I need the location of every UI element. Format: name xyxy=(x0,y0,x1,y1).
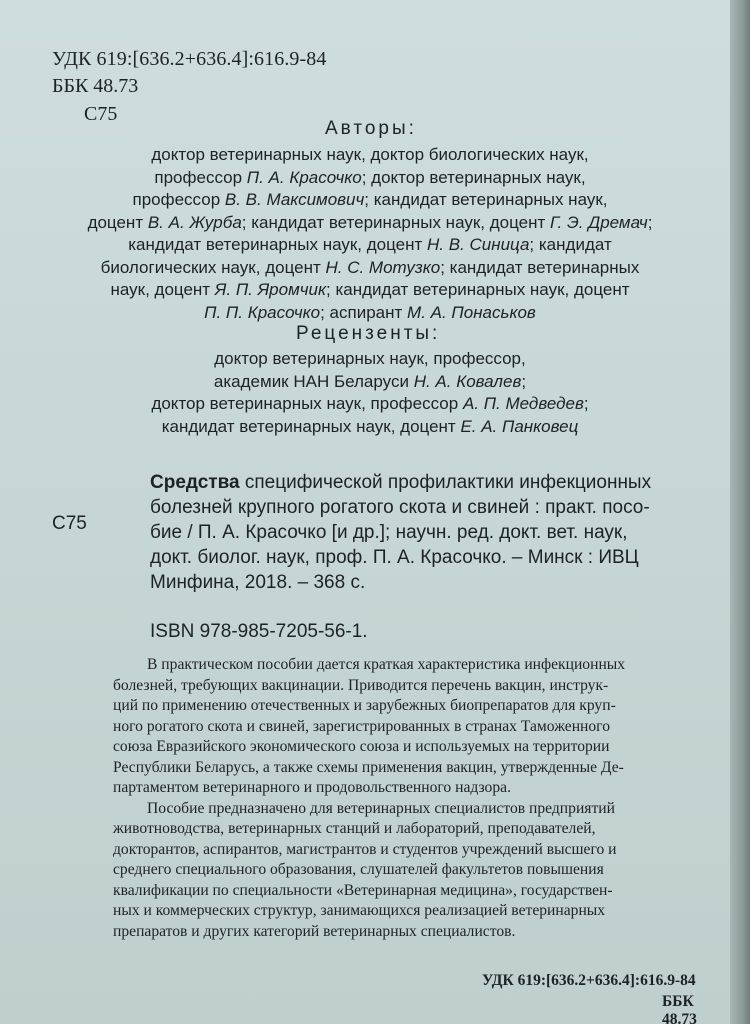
bibliographic-record xyxy=(150,470,710,595)
bibliography-line xyxy=(150,470,710,495)
person-name: П. А. Красочко xyxy=(246,167,362,187)
person-name: П. П. Красочко xyxy=(204,302,321,322)
abstract-line: Республики Беларусь, а также схемы применения вакцин, утвержденные Де- xyxy=(113,758,624,776)
page-edge xyxy=(730,0,750,1024)
footer-bbk-code: ББК 48.73 xyxy=(662,993,697,1024)
abstract-line: болезней, требующих вакцинации. Приводится перечень вакцин, инструк- xyxy=(113,676,609,694)
bibliography-line: бие / П. А. Красочко [и др.]; научн. ред. докт. вет. наук, xyxy=(150,522,628,543)
person-name: В. А. Журба xyxy=(147,212,242,232)
bibliography-author-mark: С75 xyxy=(52,513,87,534)
bibliography-line: Минфина, 2018. – 368 с. xyxy=(150,572,366,593)
person-name: Н. А. Ковалев xyxy=(413,371,522,391)
reviewer-line: академик НАН Беларуси Н. А. Ковалев; xyxy=(213,371,527,391)
abstract-line: союза Евразийского экономического союза и используемых на территории xyxy=(113,738,610,755)
abstract-line: докторантов, аспирантов, магистрантов и студентов учреждений высшего и xyxy=(113,840,617,858)
abstract-line: ных и коммерческих структур, занимающихся реализацией ветеринарных xyxy=(113,902,606,919)
reviewer-line: доктор ветеринарных наук, профессор, xyxy=(214,349,526,368)
author-line: профессор В. В. Максимович; кандидат ветеринарных наук, xyxy=(132,190,608,209)
footer-udk-code: УДК 619:[636.2+636.4]:616.9-84 xyxy=(482,972,696,989)
abstract-line: препаратов и других категорий ветеринарных специалистов. xyxy=(113,922,516,940)
author-line: доктор ветеринарных наук, доктор биологических наук, xyxy=(151,145,589,164)
authors-list xyxy=(40,144,700,324)
reviewer-line: доктор ветеринарных наук, профессор А. П. Медведев; xyxy=(151,394,589,413)
bibliography-title-word: Средства xyxy=(150,472,240,493)
reviewers-list xyxy=(40,348,700,438)
abstract-line: партаментом ветеринарного и продовольственного надзора. xyxy=(113,779,511,796)
person-name: Я. П. Яромчик xyxy=(214,280,327,299)
abstract-line: ного рогатого скота и свиней, зарегистрированных в странах Таможенного xyxy=(113,717,610,735)
abstract-line: животноводства, ветеринарных станций и лабораторий, преподавателей, xyxy=(113,820,596,837)
bibliography-line: болезней крупного рогатого скота и свиней : практ. посо- xyxy=(150,497,650,518)
abstract-line: среднего специального образования, слушателей факультетов повышения xyxy=(113,861,604,878)
person-name: Н. С. Мотузко xyxy=(325,257,441,277)
udk-code: УДК 619:[636.2+636.4]:616.9-84 xyxy=(52,48,327,70)
abstract xyxy=(113,655,728,942)
person-name: М. А. Понаськов xyxy=(407,302,536,322)
reviewers-heading: Рецензенты: xyxy=(296,323,441,344)
author-line: П. П. Красочко; аспирант М. А. Понаськов xyxy=(204,302,536,322)
reviewer-line: кандидат ветеринарных наук, доцент Е. А. Панковец xyxy=(161,416,579,436)
abstract-line: Пособие предназначено для ветеринарных специалистов предприятий xyxy=(147,799,615,817)
author-line: профессор П. А. Красочко; доктор ветеринарных наук, xyxy=(154,167,586,187)
person-name: Н. В. Синица xyxy=(427,235,530,254)
abstract-line: ций по применению отечественных и зарубежных биопрепаратов для круп- xyxy=(113,697,616,714)
bbk-code: ББК 48.73 xyxy=(52,75,139,97)
person-name: Г. Э. Дремач xyxy=(550,212,648,232)
person-name: В. В. Максимович xyxy=(224,190,365,209)
bibliography-title-rest: специфической профилактики инфекционных xyxy=(239,472,652,493)
author-line: кандидат ветеринарных наук, доцент Н. В. Синица; кандидат xyxy=(128,235,612,254)
person-name: А. П. Медведев xyxy=(462,394,584,413)
authors-heading: Авторы: xyxy=(325,118,417,139)
abstract-line: квалификации по специальности «Ветеринарная медицина», государствен- xyxy=(113,881,613,899)
bibliography-line: докт. биолог. наук, проф. П. А. Красочко. – Минск : ИВЦ xyxy=(150,547,639,568)
author-line: наук, доцент Я. П. Яромчик; кандидат ветеринарных наук, доцент xyxy=(110,280,630,299)
author-mark: С75 xyxy=(84,103,118,125)
author-line: доцент В. А. Журба; кандидат ветеринарных наук, доцент Г. Э. Дремач; xyxy=(87,212,653,232)
person-name: Е. А. Панковец xyxy=(460,416,579,436)
abstract-line: В практическом пособии дается краткая характеристика инфекционных xyxy=(147,656,626,673)
isbn: ISBN 978-985-7205-56-1. xyxy=(150,621,368,642)
author-line: биологических наук, доцент Н. С. Мотузко; кандидат ветеринарных xyxy=(100,257,640,277)
